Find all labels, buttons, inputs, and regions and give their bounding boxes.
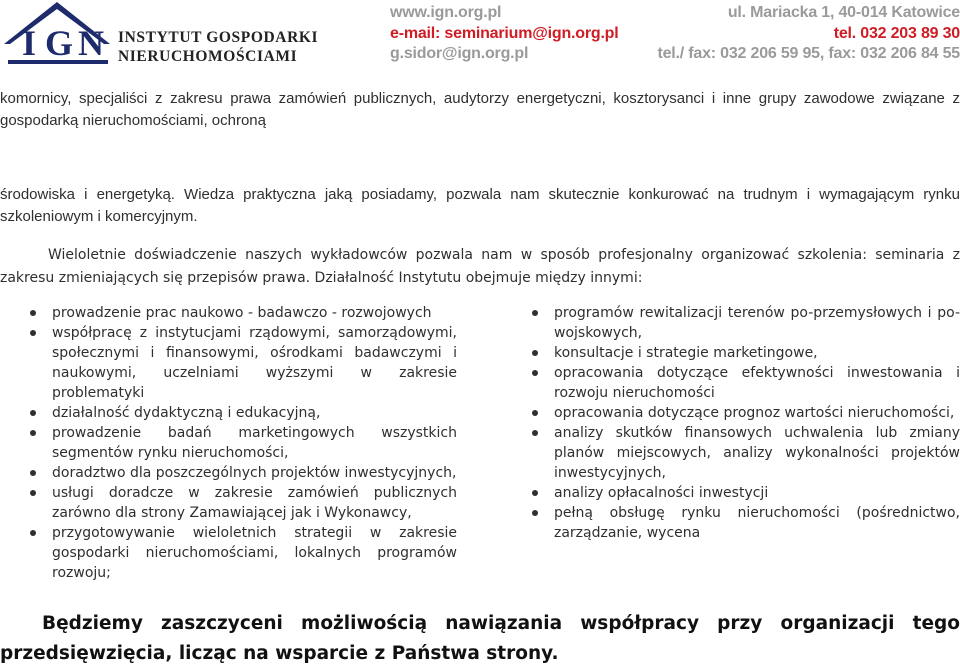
list-item: analizy opłacalności inwestycji: [554, 483, 960, 503]
ign-logo: [0, 0, 115, 66]
address: ul. Mariacka 1, 40-014 Katowice: [727, 4, 960, 21]
paragraph-3: [0, 244, 960, 289]
phone: tel. 032 203 89 30: [833, 24, 960, 42]
paragraph-3-text: Wieloletnie doświadczenie naszych wykładowców pozwala nam w sposób profesjonalny organizować szkolenia: seminaria z zakresu zmieniających się przepisów prawa. Działalność Instytutu obejmuje między innymi:: [0, 247, 960, 286]
bullet-icon: [30, 330, 36, 336]
bullet-icon: [30, 470, 36, 476]
bullet-icon: [532, 370, 538, 376]
website-link[interactable]: www.ign.org.pl: [390, 4, 502, 21]
email-link[interactable]: e-mail: seminarium@ign.org.pl: [390, 24, 619, 42]
bullet-icon: [532, 350, 538, 356]
bullet-icon: [30, 310, 36, 316]
bullet-icon: [532, 430, 538, 436]
list-item: konsultacje i strategie marketingowe,: [554, 343, 960, 363]
list-item: działalność dydaktyczną i edukacyjną,: [52, 403, 457, 423]
bullet-icon: [532, 410, 538, 416]
activities-list-right: [554, 303, 960, 543]
list-item: doradztwo dla poszczególnych projektów inwestycyjnych,: [52, 463, 457, 483]
logo-letter-n: N: [78, 23, 104, 63]
contact-online: [390, 3, 650, 65]
bullet-icon: [30, 410, 36, 416]
list-item: opracowania dotyczące efektywności inwestowania i rozwoju nieruchomości: [554, 363, 960, 403]
list-item: analizy skutków finansowych uchwalenia lub zmiany planów miejscowych, analizy wykonalności projektów inwestycyjnych,: [554, 423, 960, 483]
paragraph-2: środowiska i energetyką. Wiedza praktyczna jaką posiadamy, pozwala nam skutecznie konkurować na trudnym i wymagającym rynku szkoleniowym i komercyjnym.: [0, 186, 960, 225]
institute-name-line1: INSTYTUT GOSPODARKI: [118, 29, 319, 46]
institute-name: [118, 28, 319, 66]
closing-text: Będziemy zaszczyceni możliwością nawiązania współpracy przy organizacji tego przedsięwzięcia, licząc na wsparcie z Państwa strony.: [0, 613, 960, 664]
list-item: programów rewitalizacji terenów po-przemysłowych i po-wojskowych,: [554, 303, 960, 343]
bullet-icon: [30, 530, 36, 536]
closing-statement: [0, 609, 960, 669]
bullet-icon: [532, 310, 538, 316]
list-item: opracowania dotyczące prognoz wartości nieruchomości,: [554, 403, 960, 423]
activities-list-left: [52, 303, 457, 583]
institute-name-line2: NIERUCHOMOŚCIAMI: [118, 48, 298, 65]
list-item: prowadzenie badań marketingowych wszystkich segmentów rynku nieruchomości,: [52, 423, 457, 463]
list-item: przygotowywanie wieloletnich strategii w zakresie gospodarki nieruchomościami, lokalnych programów rozwoju;: [52, 523, 457, 583]
paragraph-1: komornicy, specjaliści z zakresu prawa zamówień publicznych, audytorzy energetyczni, kosztorysanci i inne grupy zawodowe związane z gospodarką nieruchomościami, ochroną: [0, 90, 960, 129]
bullet-icon: [30, 430, 36, 436]
list-item: prowadzenie prac naukowo - badawczo - rozwojowych: [52, 303, 457, 323]
logo-letters: [6, 24, 114, 62]
contact-address: [620, 3, 960, 65]
bullet-icon: [30, 490, 36, 496]
logo-letter-i: I: [21, 23, 36, 63]
letterhead: [0, 0, 960, 68]
fax: tel./ fax: 032 206 59 95, fax: 032 206 84 55: [657, 45, 960, 62]
email2-link[interactable]: g.sidor@ign.org.pl: [390, 45, 529, 62]
list-item: usługi doradcze w zakresie zamówień publicznych zarówno dla strony Zamawiającej jak i Wykonawcy,: [52, 483, 457, 523]
bullet-icon: [532, 510, 538, 516]
logo-letter-g: G: [44, 23, 73, 63]
bullet-icon: [532, 490, 538, 496]
list-item: współpracę z instytucjami rządowymi, samorządowymi, społecznymi i finansowymi, ośrodkami badawczymi i naukowymi, uczelniami wyższymi w zakresie problematyki: [52, 323, 457, 403]
list-item: pełną obsługę rynku nieruchomości (pośrednictwo, zarządzanie, wycena: [554, 503, 960, 543]
